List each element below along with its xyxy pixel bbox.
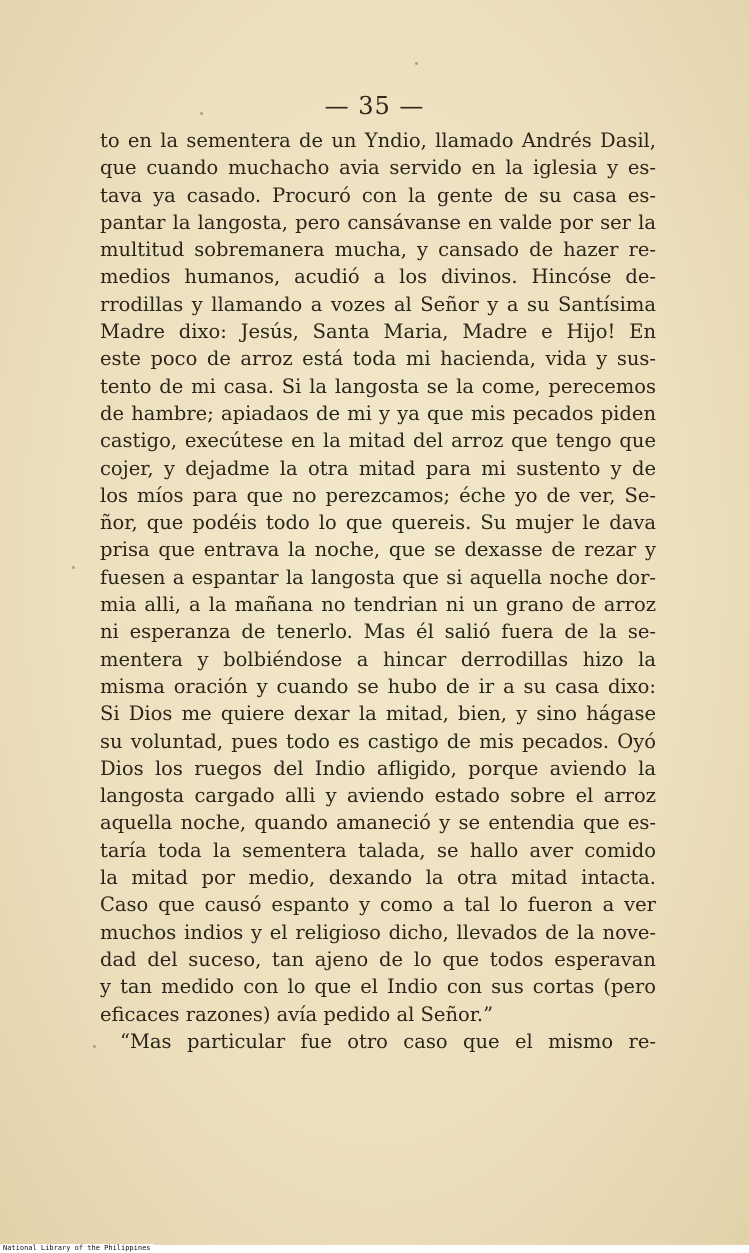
text-line: Dios los ruegos del Indio afligido, porque aviendo la [100,756,656,780]
text-line: multitud sobremanera mucha, y cansado de hazer re- [100,238,656,262]
text-line: Caso que causó espanto y como a tal lo fueron a ver [100,893,656,917]
text-line: prisa que entrava la noche, que se dexasse de rezar y [100,538,656,562]
text-line: muchos indios y el religioso dicho, llevados de la nove- [100,920,656,944]
text-line: Si Dios me quiere dexar la mitad, bien, y sino hágase [100,702,656,726]
text-line: dad del suceso, tan ajeno de lo que todos esperavan [100,947,656,971]
text-line: y tan medido con lo que el Indio con sus cortas (pero [100,975,656,999]
text-line: mentera y bolbiéndose a hincar derrodillas hizo la [100,647,656,671]
text-line: este poco de arroz está toda mi hacienda, vida y sus- [100,347,656,371]
text-line: ni esperanza de tenerlo. Mas él salió fuera de la se- [100,620,656,644]
text-line: castigo, execútese en la mitad del arroz que tengo que [100,429,656,453]
text-line: langosta cargado alli y aviendo estado sobre el arroz [100,784,656,808]
text-line: “Mas particular fue otro caso que el mismo re- [120,1029,656,1053]
text-line: to en la sementera de un Yndio, llamado Andrés Dasil, [100,129,656,152]
text-line: Madre dixo: Jesús, Santa Maria, Madre e Hijo! En [100,320,656,344]
text-line: que cuando muchacho avia servido en la iglesia y es- [100,156,656,180]
text-line: de hambre; apiadaos de mi y ya que mis pecados piden [100,401,656,425]
text-line: taría toda la sementera talada, se hallo aver comido [100,838,656,862]
page-number: — 35 — [324,92,425,120]
text-line: los míos para que no perezcamos; éche yo de ver, Se- [100,483,656,507]
text-line: su voluntad, pues todo es castigo de mis pecados. Oyó [100,729,656,753]
text-line: medios humanos, acudió a los divinos. Hincóse de- [100,265,656,289]
paper-speck [200,112,203,115]
text-line: rrodillas y llamando a vozes al Señor y a su Santísima [100,292,656,316]
paper-speck [72,566,75,569]
text-line: eficaces razones) avía pedido al Señor.” [100,1002,494,1026]
text-line: misma oración y cuando se hubo de ir a su casa dixo: [100,674,656,698]
text-line: fuesen a espantar la langosta que si aquella noche dor- [100,565,656,589]
text-line: la mitad por medio, dexando la otra mitad intacta. [100,866,656,890]
paper-speck [93,1045,96,1048]
library-credit: National Library of the Philippines [3,1244,151,1252]
paper-speck [415,62,418,65]
text-line: pantar la langosta, pero cansávanse en valde por ser la [100,210,656,234]
text-line: ñor, que podéis todo lo que quereis. Su mujer le dava [100,511,656,535]
text-line: tava ya casado. Procuró con la gente de su casa es- [100,183,656,207]
text-line: mia alli, a la mañana no tendrian ni un grano de arroz [100,593,656,617]
text-line: tento de mi casa. Si la langosta se la come, perecemos [100,374,656,398]
body-text [100,127,656,1055]
text-line: aquella noche, quando amaneció y se entendia que es- [100,811,656,835]
text-line: cojer, y dejadme la otra mitad para mi sustento y de [100,456,656,480]
